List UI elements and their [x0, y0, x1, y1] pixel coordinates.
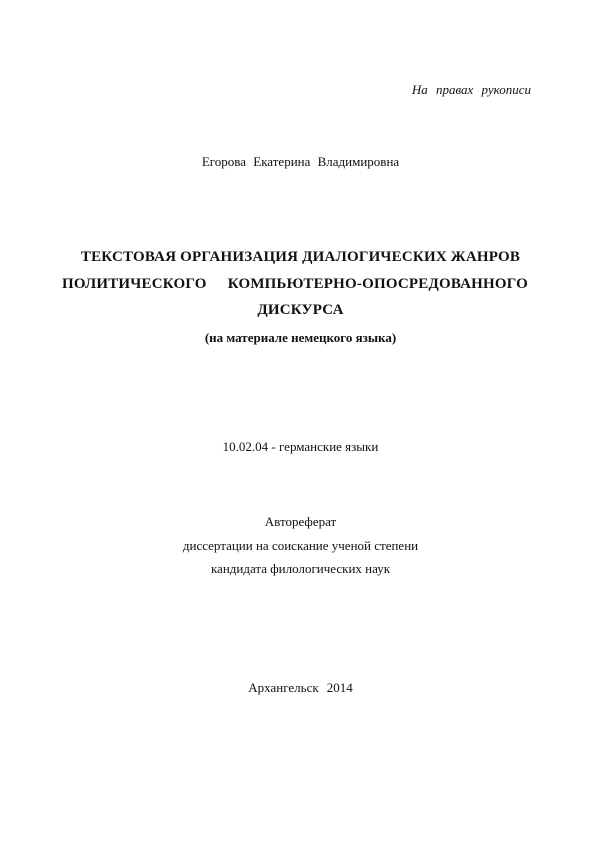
title-line-3: ДИСКУРСА [257, 302, 344, 318]
title-line-2 [62, 276, 528, 293]
year: 2014 [326, 680, 353, 695]
specialty-code: 10.02.04 [222, 439, 269, 454]
manuscript-rights-note: На правах рукописи [411, 82, 531, 97]
title-subtitle: (на материале немецкого языка) [204, 330, 397, 345]
author-name: Егорова Екатерина Владимировна [201, 154, 400, 169]
document-type-line-1: Автореферат [264, 514, 337, 529]
title-line-2-right: КОМПЬЮТЕРНО-ОПОСРЕДОВАННОГО [227, 276, 528, 292]
specialty-separator: - [271, 439, 276, 454]
title-line-2-left: ПОЛИТИЧЕСКОГО [62, 276, 207, 292]
place-and-year [0, 680, 601, 696]
specialty-line [0, 439, 601, 455]
document-type-line-3: кандидата филологических наук [210, 561, 391, 576]
city-name: Архангельск [248, 680, 319, 695]
document-type-line-2: диссертации на соискание ученой степени [182, 538, 419, 553]
title-line-1: ТЕКСТОВАЯ ОРГАНИЗАЦИЯ ДИАЛОГИЧЕСКИХ ЖАНРОВ [80, 249, 521, 265]
specialty-name: германские языки [279, 439, 379, 454]
